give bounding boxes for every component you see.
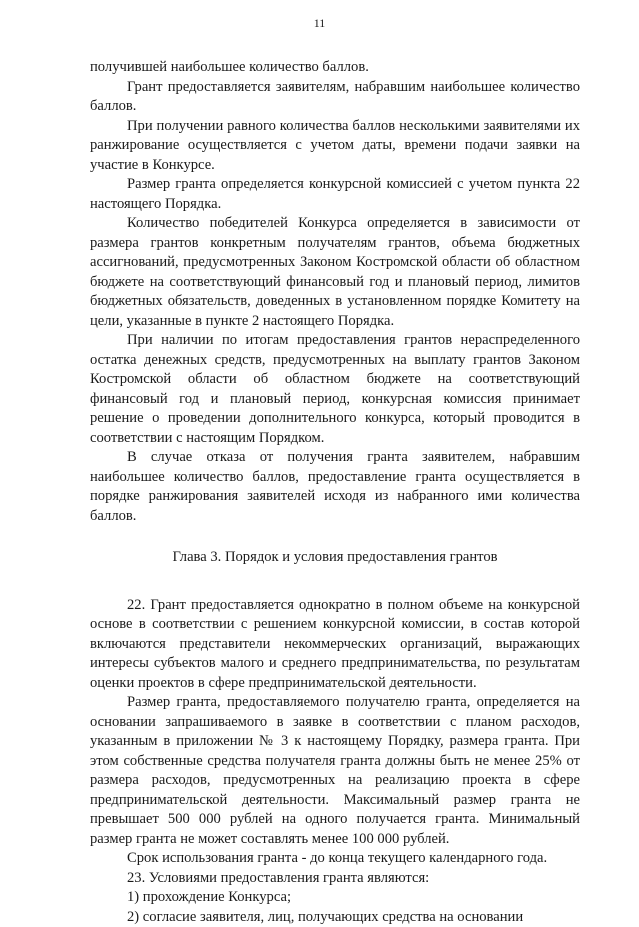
paragraph-continuation: получившей наибольшее количество баллов.	[90, 58, 580, 78]
paragraph-grant-amount: Размер гранта, предоставляемого получателю гранта, определяется на основании запрашиваемого в заявке в соответствии с планом расходов, указанным в приложении № 3 к настоящему Порядку, размера гранта. При этом собственные средства получателя гранта должны быть не менее 25% от размера расходов, предусмотренных на реализацию проекта в сфере предпринимательской деятельности. Максимальный размер гранта не превышает 500 000 рублей на одного получается гранта. Минимальный размер гранта не может составлять менее 100 000 рублей.	[90, 693, 580, 849]
document-body	[90, 58, 580, 927]
paragraph-item-23: 23. Условиями предоставления гранта являются:	[90, 869, 580, 889]
paragraph-grant-highest-score: Грант предоставляется заявителям, набравшим наибольшее количество баллов.	[90, 78, 580, 117]
list-item-2: 2) согласие заявителя, лиц, получающих средства на основании	[90, 908, 580, 927]
paragraph-additional-contest: При наличии по итогам предоставления грантов нераспределенного остатка денежных средств, предусмотренных на выплату грантов Законом Костромской области об областном бюджете на соответствующий финансовый год и плановый период, конкурсная комиссия принимает решение о проведении дополнительного конкурса, который проводится в соответствии с настоящим Порядком.	[90, 331, 580, 448]
paragraph-grant-term: Срок использования гранта - до конца текущего календарного года.	[90, 849, 580, 869]
paragraph-item-22: 22. Грант предоставляется однократно в полном объеме на конкурсной основе в соответствии с решением конкурсной комиссии, в состав которой включаются представители некоммерческих организаций, выражающих интересы субъектов малого и среднего предпринимательства, по результатам оценки проектов в сфере предпринимательской деятельности.	[90, 596, 580, 694]
page-number: 11	[0, 16, 639, 31]
chapter-title: Глава 3. Порядок и условия предоставления грантов	[90, 548, 580, 568]
paragraph-number-of-winners: Количество победителей Конкурса определяется в зависимости от размера грантов конкретным получателям грантов, объема бюджетных ассигнований, предусмотренных Законом Костромской области об областном бюджете на соответствующий финансовый год и плановый период, лимитов бюджетных обязательств, доведенных в установленном порядке Комитету на цели, указанные в пункте 2 настоящего Порядка.	[90, 214, 580, 331]
paragraph-grant-size: Размер гранта определяется конкурсной комиссией с учетом пункта 22 настоящего Порядка.	[90, 175, 580, 214]
paragraph-equal-score-ranking: При получении равного количества баллов несколькими заявителями их ранжирование осуществляется с учетом даты, времени подачи заявки на участие в Конкурсе.	[90, 117, 580, 176]
paragraph-refusal-of-grant: В случае отказа от получения гранта заявителем, набравшим наибольшее количество баллов, предоставление гранта осуществляется в порядке ранжирования заявителей исходя из набранного ими количества баллов.	[90, 448, 580, 526]
list-item-1: 1) прохождение Конкурса;	[90, 888, 580, 908]
